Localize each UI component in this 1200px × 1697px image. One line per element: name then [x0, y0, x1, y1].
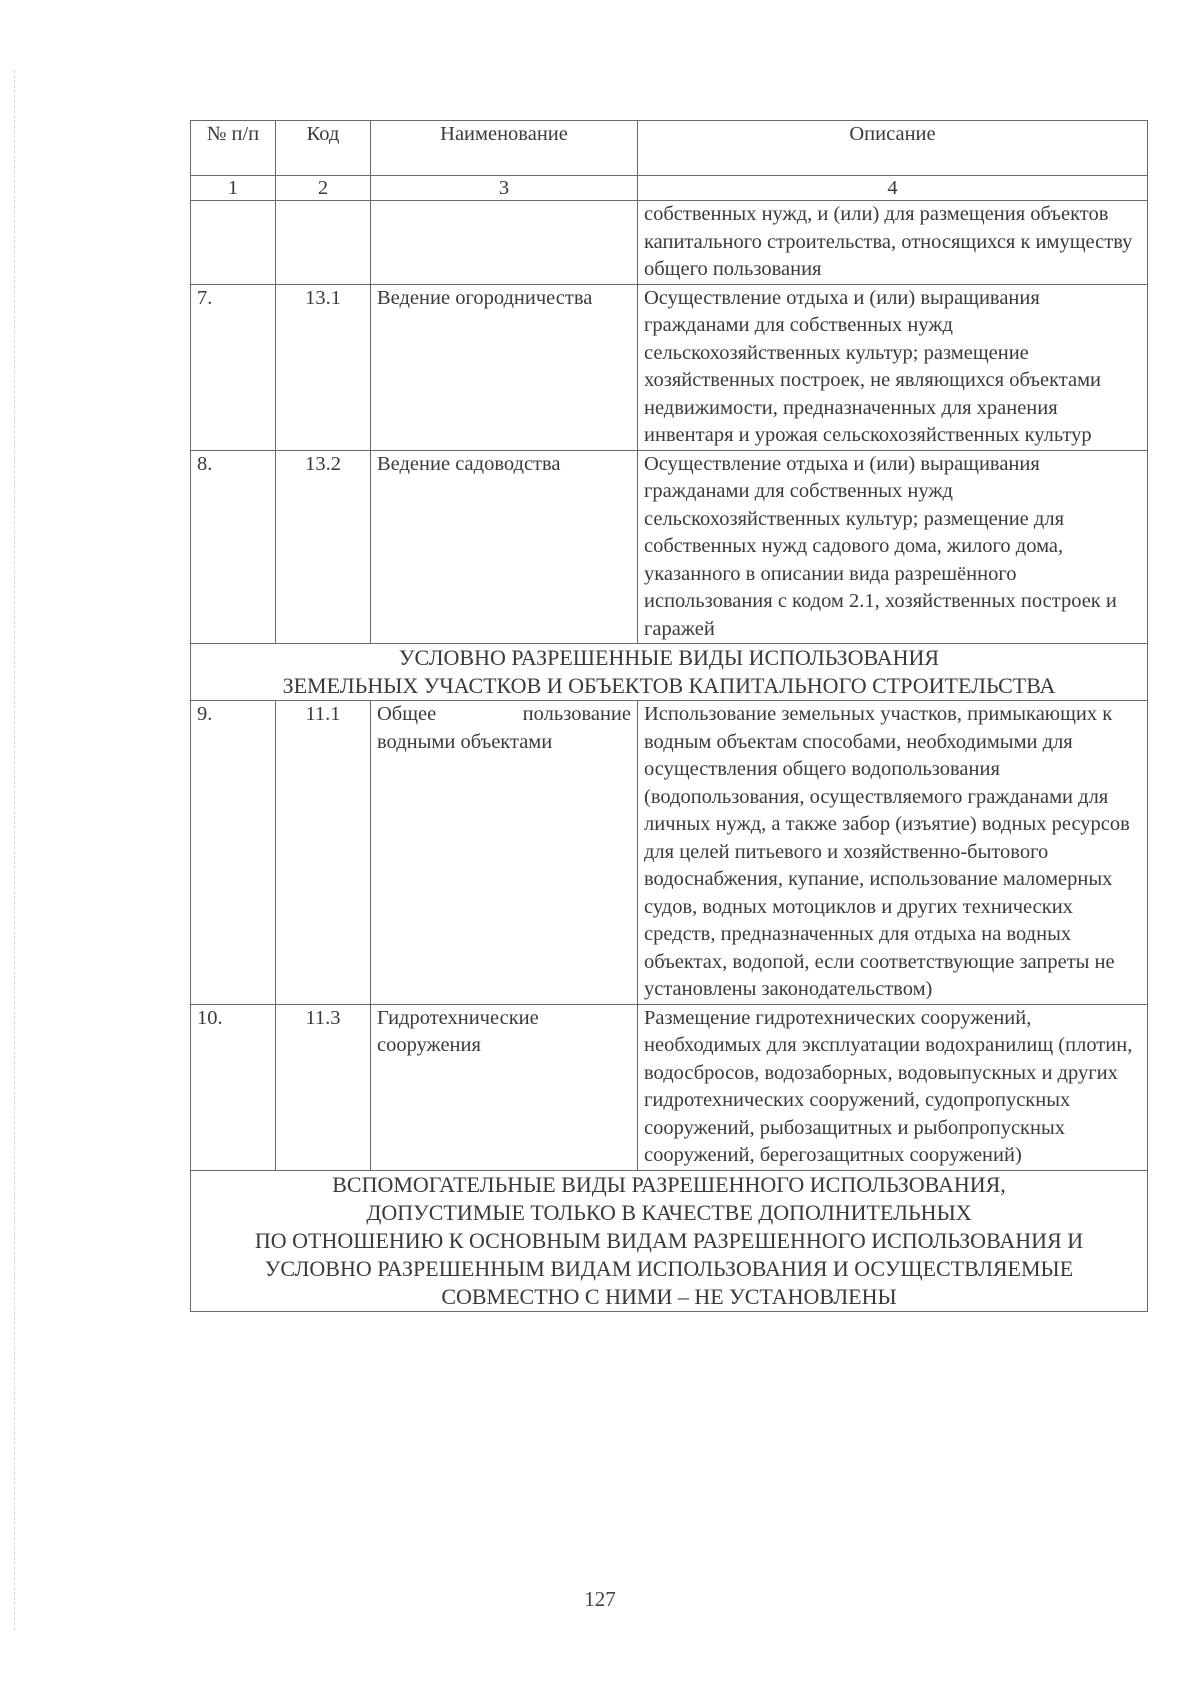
row-code [276, 201, 371, 285]
column-number: 1 [191, 176, 276, 201]
section-heading-line: ДОПУСТИМЫЕ ТОЛЬКО В КАЧЕСТВЕ ДОПОЛНИТЕЛЬНЫХ [366, 1199, 972, 1225]
section-heading-line: ВСПОМОГАТЕЛЬНЫЕ ВИДЫ РАЗРЕШЕННОГО ИСПОЛЬЗОВАНИЯ, [332, 1171, 1006, 1197]
row-code: 13.2 [276, 450, 371, 644]
section-heading-line: УСЛОВНО РАЗРЕШЕННЫМ ВИДАМ ИСПОЛЬЗОВАНИЯ И ОСУЩЕСТВЛЯЕМЫЕ [264, 1255, 1074, 1281]
row-code: 13.1 [276, 284, 371, 450]
section-heading [191, 1170, 1148, 1311]
row-num: 9. [191, 701, 276, 1005]
row-name: Гидротехнические сооружения [371, 1004, 638, 1170]
row-num: 7. [191, 284, 276, 450]
section-heading-line: УСЛОВНО РАЗРЕШЕННЫЕ ВИДЫ ИСПОЛЬЗОВАНИЯ [398, 645, 940, 670]
header-name: Наименование [371, 121, 638, 176]
page-number: 127 [584, 1587, 616, 1611]
table-row [191, 284, 1148, 450]
row-name: Общее пользование водными объектами [371, 701, 638, 1005]
section-heading-line: ПО ОТНОШЕНИЮ К ОСНОВНЫМ ВИДАМ РАЗРЕШЕННОГО ИСПОЛЬЗОВАНИЯ И [254, 1227, 1084, 1253]
row-name: Ведение огородничества [371, 284, 638, 450]
section-heading [191, 644, 1148, 701]
column-number: 3 [371, 176, 638, 201]
header-code: Код [276, 121, 371, 176]
scan-edge-line [14, 70, 16, 1630]
row-code: 11.1 [276, 701, 371, 1005]
section-heading-conditional [191, 644, 1148, 701]
header-num: № п/п [191, 121, 276, 176]
land-use-table [190, 120, 1148, 1312]
row-code: 11.3 [276, 1004, 371, 1170]
row-description: Использование земельных участков, примыкающих к водным объектам способами, необходимыми для осуществления общего водопользования (водопользования, осуществляемого гражданами для личных нужд, а также забор (изъятие) водных ресурсов для целей питьевого и хозяйственно-бытового водоснабжения, купание, использование маломерных судов, водных мотоциклов и других технических средств, предназначенных для отдыха на водных объектах, водопой, если соответствующие запреты не установлены законодательством) [638, 701, 1148, 1005]
row-description: Осуществление отдыха и (или) выращивания гражданами для собственных нужд сельскохозяйственных культур; размещение для собственных нужд садового дома, жилого дома, указанного в описании вида разрешённого использования с кодом 2.1, хозяйственных построек и гаражей [638, 450, 1148, 644]
row-description: Осуществление отдыха и (или) выращивания гражданами для собственных нужд сельскохозяйственных культур; размещение хозяйственных построек, не являющихся объектами недвижимости, предназначенных для хранения инвентаря и урожая сельскохозяйственных культур [638, 284, 1148, 450]
table-row [191, 450, 1148, 644]
row-name [371, 201, 638, 285]
row-num: 8. [191, 450, 276, 644]
table-row-continued [191, 201, 1148, 285]
section-heading-auxiliary [191, 1170, 1148, 1311]
column-number: 2 [276, 176, 371, 201]
table-header-row [191, 121, 1148, 176]
section-heading-line: СОВМЕСТНО С НИМИ – НЕ УСТАНОВЛЕНЫ [441, 1283, 897, 1309]
section-heading-line: ЗЕМЕЛЬНЫХ УЧАСТКОВ И ОБЪЕКТОВ КАПИТАЛЬНОГО СТРОИТЕЛЬСТВА [282, 673, 1056, 698]
column-number-row [191, 176, 1148, 201]
row-num: 10. [191, 1004, 276, 1170]
header-description: Описание [638, 121, 1148, 176]
row-name: Ведение садоводства [371, 450, 638, 644]
table-row [191, 701, 1148, 1005]
column-number: 4 [638, 176, 1148, 201]
row-description: Размещение гидротехнических сооружений, необходимых для эксплуатации водохранилищ (плотин, водосбросов, водозаборных, водовыпускных и других гидротехнических сооружений, судопропускных сооружений, рыбозащитных и рыбопропускных сооружений, берегозащитных сооружений) [638, 1004, 1148, 1170]
row-num [191, 201, 276, 285]
table-row [191, 1004, 1148, 1170]
row-description: собственных нужд, и (или) для размещения объектов капитального строительства, относящихся к имуществу общего пользования [638, 201, 1148, 285]
